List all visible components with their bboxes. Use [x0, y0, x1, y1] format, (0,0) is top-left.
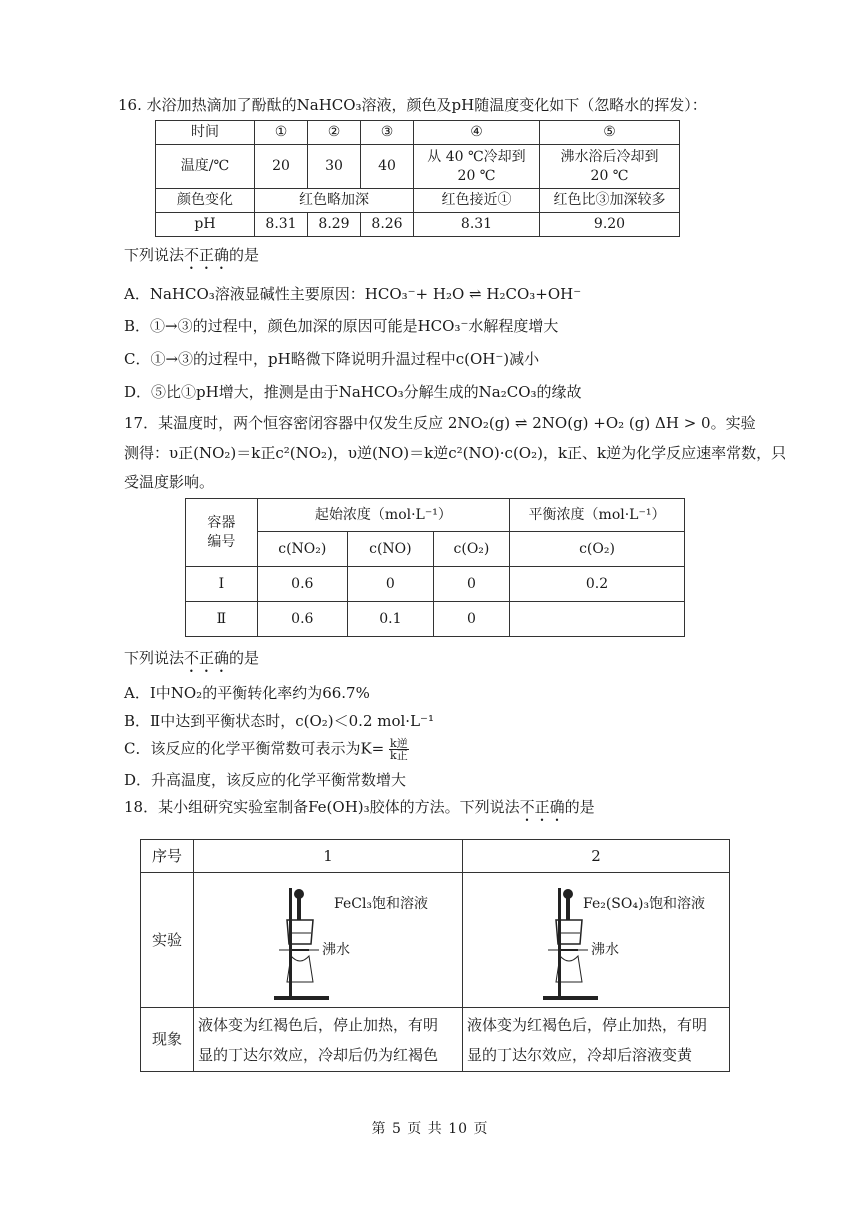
q16-h-3: ③ — [361, 121, 414, 145]
q18-obs-2: 液体变为红褐色后，停止加热，有明 显的丁达尔效应，冷却后溶液变黄 — [463, 1008, 730, 1072]
q16-color-123: 红色略加深 — [255, 189, 414, 213]
q16-color-4: 红色接近① — [414, 189, 540, 213]
table-row: Ⅰ 0.6 0 0 0.2 — [186, 567, 685, 602]
q17-ask: 下列说法不正确的是 — [124, 649, 260, 667]
q17-sub-no: c(NO) — [347, 532, 433, 567]
q16-h-5: ⑤ — [540, 121, 680, 145]
exp1-water: 沸水 — [322, 942, 350, 958]
q16-stem: 16. 水浴加热滴加了酚酞的NaHCO₃溶液，颜色及pH随温度变化如下（忽略水的挥发）： — [118, 96, 707, 114]
q17-start-header: 起始浓度（mol·L⁻¹） — [257, 499, 509, 532]
page-footer: 第 5 页 共 10 页 — [371, 1121, 489, 1137]
q16-option-c: C．①→③的过程中，pH略微下降说明升温过程中c(OH⁻)减小 — [124, 350, 540, 368]
q16-temp-4: 从 40 ℃冷却到 20 ℃ — [414, 145, 540, 189]
q17-option-d: D．升高温度，该反应的化学平衡常数增大 — [124, 771, 407, 789]
q16-ph-3: 8.26 — [361, 213, 414, 237]
q17-eq-header: 平衡浓度（mol·L⁻¹） — [510, 499, 685, 532]
q17-stem-line1: 17．某温度时，两个恒容密闭容器中仅发生反应 2NO₂(g) ⇌ 2NO(g) +O₂ (g) ΔH > 0。实验 — [124, 414, 756, 432]
q16-ask: 下列说法不正确的是 — [124, 246, 260, 264]
q16-ph-label: pH — [156, 213, 255, 237]
q16-color-label: 颜色变化 — [156, 189, 255, 213]
q17-col-container: 容器 编号 — [186, 499, 258, 567]
q18-exp-1 — [194, 873, 463, 1008]
q18-exp-label: 实验 — [141, 873, 194, 1008]
q16-option-b: B．①→③的过程中，颜色加深的原因可能是HCO₃⁻水解程度增大 — [124, 317, 559, 335]
q16-ph-1: 8.31 — [255, 213, 308, 237]
q16-temp-label: 温度/℃ — [156, 145, 255, 189]
q16-h-4: ④ — [414, 121, 540, 145]
q16-temp-2: 30 — [308, 145, 361, 189]
q17-sub-eq-o2: c(O₂) — [510, 532, 685, 567]
q17-option-a: A．Ⅰ中NO₂的平衡转化率约为66.7% — [124, 684, 370, 702]
q18-table — [140, 839, 730, 1072]
exp2-water: 沸水 — [591, 942, 619, 958]
q17-sub-no2: c(NO₂) — [257, 532, 347, 567]
q16-temp-3: 40 — [361, 145, 414, 189]
q18-h-1: 1 — [194, 840, 463, 873]
exp1-reagent: FeCl₃饱和溶液 — [334, 896, 429, 912]
q16-h-2: ② — [308, 121, 361, 145]
q16-table — [155, 120, 680, 237]
q16-color-5: 红色比③加深较多 — [540, 189, 680, 213]
q17-sub-o2: c(O₂) — [433, 532, 509, 567]
q16-temp-1: 20 — [255, 145, 308, 189]
q18-stem: 18．某小组研究实验室制备Fe(OH)₃胶体的方法。下列说法不正确的是 — [124, 798, 595, 816]
table-row: Ⅱ 0.6 0.1 0 — [186, 602, 685, 637]
q18-obs-1: 液体变为红褐色后，停止加热，有明 显的丁达尔效应，冷却后仍为红褐色 — [194, 1008, 463, 1072]
q17-option-c: C．该反应的化学平衡常数可表示为K= k逆 k正 — [124, 737, 408, 762]
q17-stem-line2: 测得：υ正(NO₂)＝k正c²(NO₂)，υ逆(NO)＝k逆c²(NO)·c(O₂)，k正、k逆为化学反应速率常数，只 — [124, 444, 787, 462]
q17-option-b: B．Ⅱ中达到平衡状态时，c(O₂)＜0.2 mol·L⁻¹ — [124, 712, 434, 730]
q16-option-a: A．NaHCO₃溶液显碱性主要原因：HCO₃⁻+ H₂O ⇌ H₂CO₃+OH⁻ — [124, 285, 582, 303]
q16-h-1: ① — [255, 121, 308, 145]
q16-option-d: D．⑤比①pH增大，推测是由于NaHCO₃分解生成的Na₂CO₃的缘故 — [124, 383, 582, 401]
q16-ph-5: 9.20 — [540, 213, 680, 237]
q16-h-time: 时间 — [156, 121, 255, 145]
q18-h-label: 序号 — [141, 840, 194, 873]
q18-obs-label: 现象 — [141, 1008, 194, 1072]
q16-ph-4: 8.31 — [414, 213, 540, 237]
q17-table — [185, 498, 685, 637]
q18-exp-2 — [463, 873, 730, 1008]
exp2-reagent: Fe₂(SO₄)₃饱和溶液 — [583, 896, 706, 912]
q17-stem-line3: 受温度影响。 — [124, 473, 215, 491]
k-fraction: k逆 k正 — [390, 737, 408, 762]
q16-temp-5: 沸水浴后冷却到 20 ℃ — [540, 145, 680, 189]
q18-h-2: 2 — [463, 840, 730, 873]
q16-ph-2: 8.29 — [308, 213, 361, 237]
